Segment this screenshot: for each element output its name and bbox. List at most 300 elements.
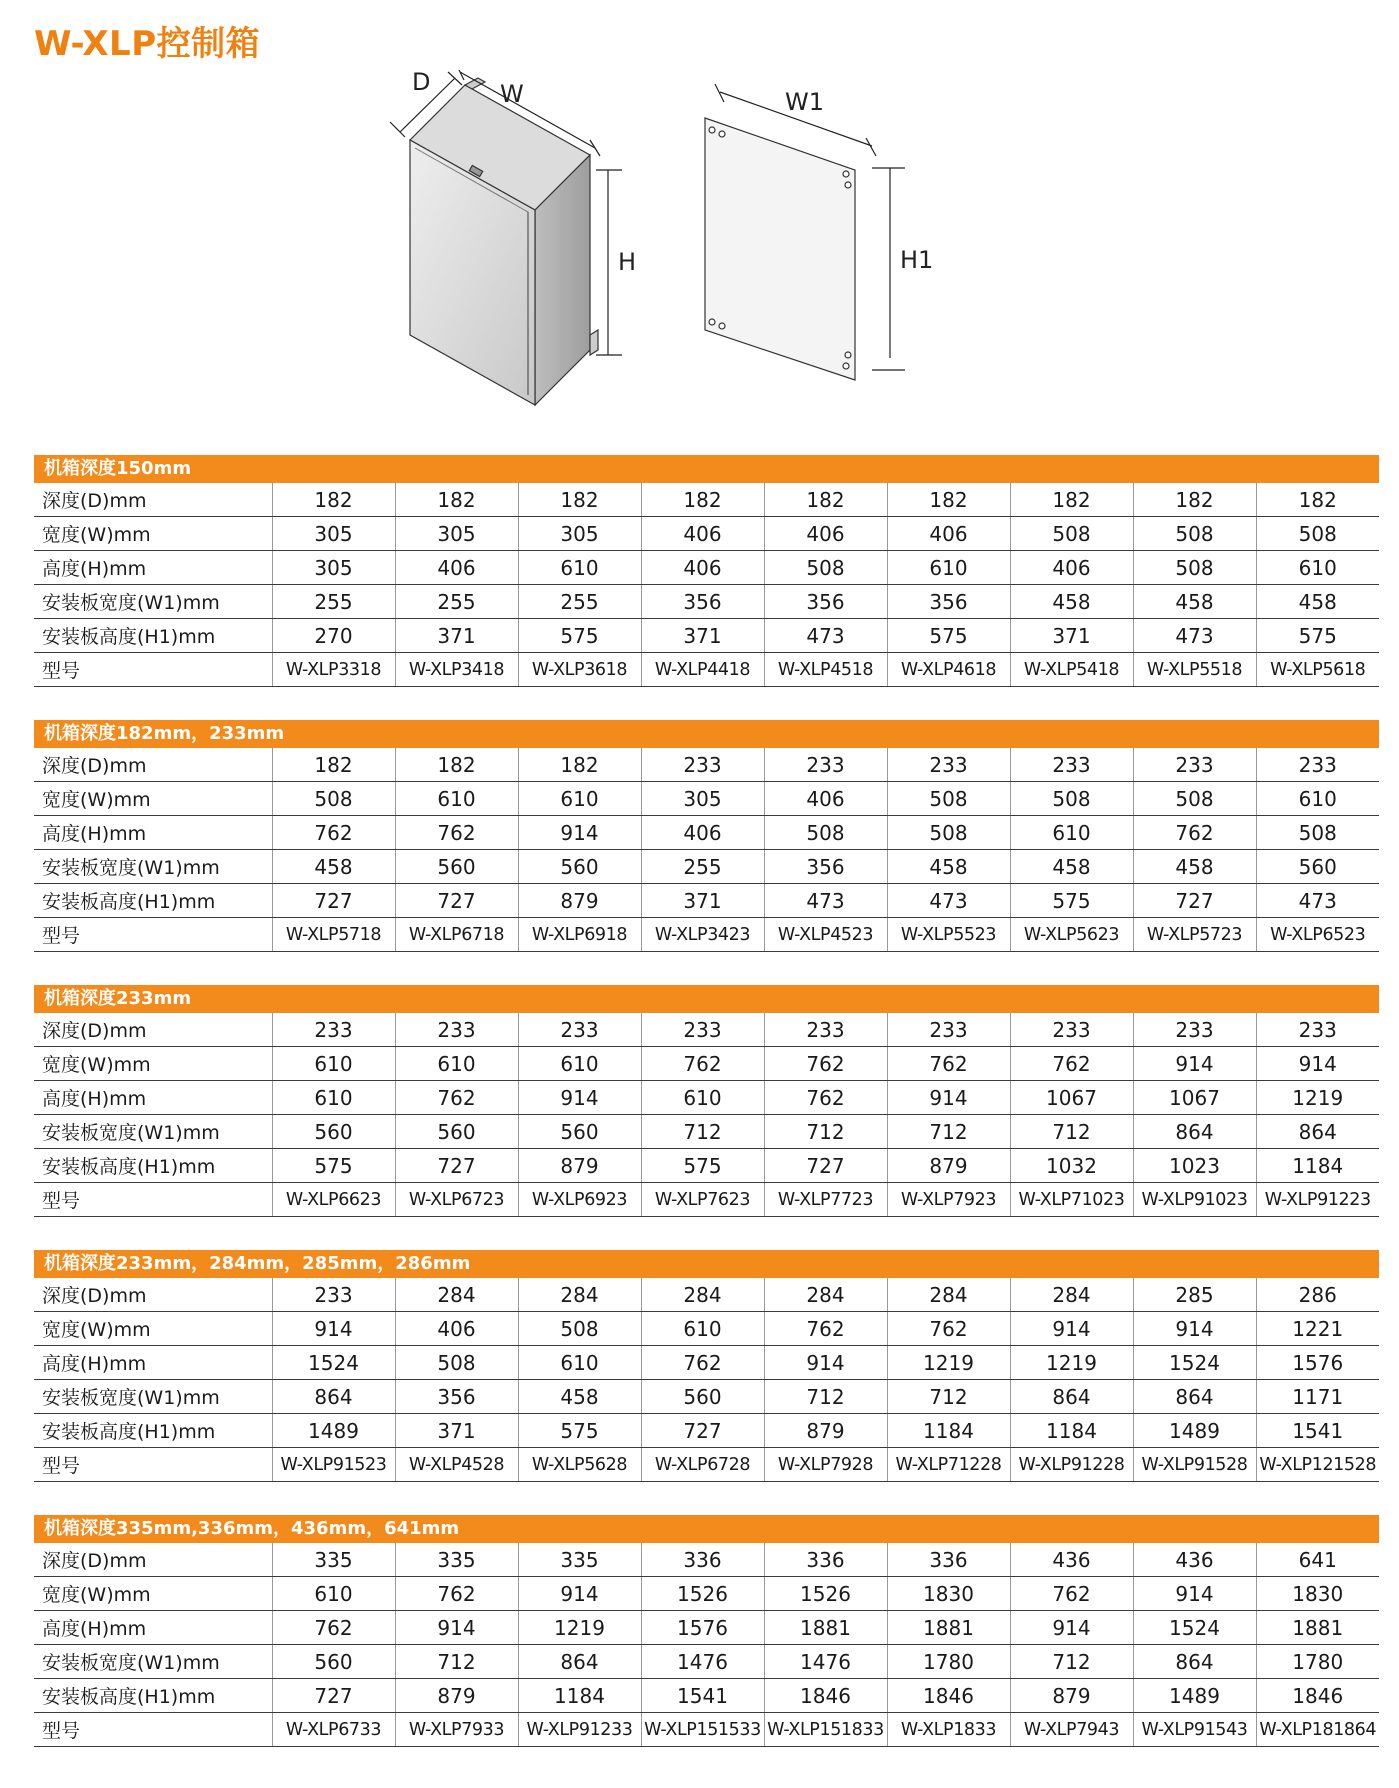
value-cell: 508: [764, 816, 887, 850]
value-cell: 879: [395, 1679, 518, 1713]
value-cell: 727: [1133, 884, 1256, 918]
value-cell: 508: [1010, 517, 1133, 551]
row-label: 型号: [34, 1183, 272, 1217]
value-cell: 182: [1133, 483, 1256, 517]
model-cell: W-XLP4523: [764, 918, 887, 952]
value-cell: 233: [887, 1013, 1010, 1047]
value-cell: 284: [395, 1278, 518, 1312]
row-label: 深度(D)mm: [34, 1278, 272, 1312]
value-cell: 182: [272, 483, 395, 517]
table-row: [34, 1047, 1379, 1081]
value-cell: 508: [395, 1346, 518, 1380]
value-cell: 356: [764, 585, 887, 619]
table-row: [34, 1713, 1379, 1747]
value-cell: 458: [1133, 850, 1256, 884]
value-cell: 762: [395, 816, 518, 850]
value-cell: 762: [1010, 1047, 1133, 1081]
value-cell: 1526: [764, 1577, 887, 1611]
model-cell: W-XLP7623: [641, 1183, 764, 1217]
model-cell: W-XLP7923: [887, 1183, 1010, 1217]
value-cell: 458: [1010, 850, 1133, 884]
value-cell: 356: [764, 850, 887, 884]
value-cell: 560: [272, 1115, 395, 1149]
value-cell: 560: [518, 1115, 641, 1149]
value-cell: 1476: [641, 1645, 764, 1679]
table-row: [34, 918, 1379, 952]
row-label: 安装板高度(H1)mm: [34, 1679, 272, 1713]
row-label: 安装板高度(H1)mm: [34, 619, 272, 653]
value-cell: 508: [1133, 782, 1256, 816]
spec-section: [34, 455, 1379, 687]
value-cell: 864: [1133, 1115, 1256, 1149]
value-cell: 1524: [1133, 1611, 1256, 1645]
model-cell: W-XLP6718: [395, 918, 518, 952]
value-cell: 762: [272, 816, 395, 850]
value-cell: 473: [1256, 884, 1379, 918]
value-cell: 1067: [1133, 1081, 1256, 1115]
value-cell: 1221: [1256, 1312, 1379, 1346]
value-cell: 1830: [1256, 1577, 1379, 1611]
value-cell: 762: [641, 1047, 764, 1081]
spec-table: [34, 1543, 1379, 1747]
row-label: 安装板宽度(W1)mm: [34, 1380, 272, 1414]
section-header: 机箱深度150mm: [34, 455, 1379, 483]
value-cell: 284: [887, 1278, 1010, 1312]
row-label: 深度(D)mm: [34, 1013, 272, 1047]
table-row: [34, 1346, 1379, 1380]
model-cell: W-XLP4618: [887, 653, 1010, 687]
spec-table: [34, 748, 1379, 952]
table-row: [34, 1081, 1379, 1115]
value-cell: 508: [1010, 782, 1133, 816]
value-cell: 560: [395, 1115, 518, 1149]
value-cell: 255: [272, 585, 395, 619]
value-cell: 335: [518, 1543, 641, 1577]
row-label: 深度(D)mm: [34, 1543, 272, 1577]
value-cell: 255: [518, 585, 641, 619]
value-cell: 712: [1010, 1115, 1133, 1149]
row-label: 宽度(W)mm: [34, 1577, 272, 1611]
value-cell: 560: [272, 1645, 395, 1679]
value-cell: 473: [764, 884, 887, 918]
value-cell: 233: [887, 748, 1010, 782]
model-cell: W-XLP6918: [518, 918, 641, 952]
value-cell: 1489: [272, 1414, 395, 1448]
value-cell: 560: [641, 1380, 764, 1414]
value-cell: 575: [518, 619, 641, 653]
value-cell: 356: [641, 585, 764, 619]
value-cell: 233: [1010, 748, 1133, 782]
model-cell: W-XLP71228: [887, 1448, 1010, 1482]
row-label: 安装板宽度(W1)mm: [34, 585, 272, 619]
value-cell: 182: [641, 483, 764, 517]
value-cell: 560: [518, 850, 641, 884]
value-cell: 762: [764, 1081, 887, 1115]
table-row: [34, 1312, 1379, 1346]
value-cell: 1219: [1010, 1346, 1133, 1380]
model-cell: W-XLP1833: [887, 1713, 1010, 1747]
value-cell: 284: [518, 1278, 641, 1312]
model-cell: W-XLP4528: [395, 1448, 518, 1482]
table-row: [34, 1183, 1379, 1217]
value-cell: 762: [887, 1047, 1010, 1081]
value-cell: 508: [1256, 816, 1379, 850]
table-row: [34, 551, 1379, 585]
table-row: [34, 782, 1379, 816]
value-cell: 406: [641, 551, 764, 585]
row-label: 深度(D)mm: [34, 483, 272, 517]
value-cell: 458: [887, 850, 1010, 884]
value-cell: 914: [1010, 1312, 1133, 1346]
model-cell: W-XLP6623: [272, 1183, 395, 1217]
model-cell: W-XLP91523: [272, 1448, 395, 1482]
row-label: 安装板高度(H1)mm: [34, 1414, 272, 1448]
row-label: 宽度(W)mm: [34, 1312, 272, 1346]
value-cell: 508: [1133, 551, 1256, 585]
value-cell: 1489: [1133, 1414, 1256, 1448]
table-row: [34, 1577, 1379, 1611]
section-header: 机箱深度233mm: [34, 985, 1379, 1013]
model-cell: W-XLP181864: [1256, 1713, 1379, 1747]
table-row: [34, 517, 1379, 551]
value-cell: 1184: [518, 1679, 641, 1713]
value-cell: 727: [272, 1679, 395, 1713]
value-cell: 458: [1010, 585, 1133, 619]
value-cell: 1524: [1133, 1346, 1256, 1380]
table-row: [34, 1645, 1379, 1679]
enclosure-drawing: [410, 78, 598, 405]
model-cell: W-XLP91233: [518, 1713, 641, 1747]
model-cell: W-XLP3423: [641, 918, 764, 952]
value-cell: 233: [641, 748, 764, 782]
table-row: [34, 1115, 1379, 1149]
value-cell: 914: [272, 1312, 395, 1346]
value-cell: 560: [395, 850, 518, 884]
value-cell: 182: [395, 483, 518, 517]
value-cell: 1476: [764, 1645, 887, 1679]
value-cell: 1184: [1010, 1414, 1133, 1448]
value-cell: 336: [764, 1543, 887, 1577]
value-cell: 610: [518, 551, 641, 585]
row-label: 深度(D)mm: [34, 748, 272, 782]
value-cell: 508: [518, 1312, 641, 1346]
table-row: [34, 483, 1379, 517]
value-cell: 406: [641, 517, 764, 551]
value-cell: 406: [764, 517, 887, 551]
value-cell: 1541: [1256, 1414, 1379, 1448]
value-cell: 1881: [887, 1611, 1010, 1645]
table-row: [34, 1149, 1379, 1183]
value-cell: 1032: [1010, 1149, 1133, 1183]
spec-section: [34, 985, 1379, 1217]
value-cell: 1067: [1010, 1081, 1133, 1115]
spec-tables: [34, 455, 1379, 1780]
value-cell: 610: [641, 1081, 764, 1115]
value-cell: 914: [518, 816, 641, 850]
model-cell: W-XLP121528: [1256, 1448, 1379, 1482]
value-cell: 914: [1256, 1047, 1379, 1081]
value-cell: 610: [641, 1312, 764, 1346]
section-header: 机箱深度182mm，233mm: [34, 720, 1379, 748]
value-cell: 1780: [1256, 1645, 1379, 1679]
value-cell: 284: [1010, 1278, 1133, 1312]
value-cell: 575: [1010, 884, 1133, 918]
value-cell: 762: [272, 1611, 395, 1645]
value-cell: 233: [272, 1013, 395, 1047]
value-cell: 575: [1256, 619, 1379, 653]
value-cell: 233: [1133, 1013, 1256, 1047]
value-cell: 182: [395, 748, 518, 782]
value-cell: 371: [641, 884, 764, 918]
value-cell: 508: [272, 782, 395, 816]
value-cell: 336: [887, 1543, 1010, 1577]
value-cell: 914: [518, 1081, 641, 1115]
value-cell: 1780: [887, 1645, 1010, 1679]
value-cell: 727: [395, 1149, 518, 1183]
value-cell: 610: [272, 1577, 395, 1611]
value-cell: 610: [272, 1047, 395, 1081]
value-cell: 610: [395, 1047, 518, 1081]
value-cell: 914: [887, 1081, 1010, 1115]
value-cell: 727: [272, 884, 395, 918]
value-cell: 575: [518, 1414, 641, 1448]
value-cell: 508: [1256, 517, 1379, 551]
table-row: [34, 850, 1379, 884]
model-cell: W-XLP5723: [1133, 918, 1256, 952]
value-cell: 182: [518, 483, 641, 517]
value-cell: 436: [1010, 1543, 1133, 1577]
model-cell: W-XLP71023: [1010, 1183, 1133, 1217]
row-label: 高度(H)mm: [34, 816, 272, 850]
value-cell: 712: [887, 1115, 1010, 1149]
table-row: [34, 585, 1379, 619]
value-cell: 864: [1133, 1645, 1256, 1679]
value-cell: 406: [395, 1312, 518, 1346]
value-cell: 406: [887, 517, 1010, 551]
model-cell: W-XLP5628: [518, 1448, 641, 1482]
value-cell: 233: [764, 748, 887, 782]
model-cell: W-XLP5718: [272, 918, 395, 952]
table-row: [34, 1611, 1379, 1645]
value-cell: 914: [764, 1346, 887, 1380]
value-cell: 458: [272, 850, 395, 884]
value-cell: 610: [1256, 782, 1379, 816]
table-row: [34, 1448, 1379, 1482]
value-cell: 233: [1010, 1013, 1133, 1047]
spec-section: [34, 720, 1379, 952]
value-cell: 233: [518, 1013, 641, 1047]
value-cell: 371: [1010, 619, 1133, 653]
model-cell: W-XLP91543: [1133, 1713, 1256, 1747]
section-header: 机箱深度233mm，284mm，285mm，286mm: [34, 1250, 1379, 1278]
enclosure-diagram: [360, 70, 1000, 430]
model-cell: W-XLP6728: [641, 1448, 764, 1482]
row-label: 型号: [34, 653, 272, 687]
table-row: [34, 1013, 1379, 1047]
value-cell: 1881: [764, 1611, 887, 1645]
value-cell: 864: [1256, 1115, 1379, 1149]
value-cell: 762: [764, 1312, 887, 1346]
value-cell: 762: [641, 1346, 764, 1380]
value-cell: 233: [272, 1278, 395, 1312]
value-cell: 610: [887, 551, 1010, 585]
value-cell: 1830: [887, 1577, 1010, 1611]
value-cell: 1219: [1256, 1081, 1379, 1115]
table-row: [34, 619, 1379, 653]
value-cell: 473: [764, 619, 887, 653]
model-cell: W-XLP3318: [272, 653, 395, 687]
value-cell: 879: [518, 1149, 641, 1183]
value-cell: 712: [764, 1380, 887, 1414]
model-cell: W-XLP5618: [1256, 653, 1379, 687]
row-label: 高度(H)mm: [34, 1081, 272, 1115]
dim-label-h: H: [618, 248, 637, 276]
spec-table: [34, 1278, 1379, 1482]
value-cell: 641: [1256, 1543, 1379, 1577]
value-cell: 1576: [1256, 1346, 1379, 1380]
table-row: [34, 1414, 1379, 1448]
value-cell: 879: [1010, 1679, 1133, 1713]
section-header: 机箱深度335mm,336mm，436mm，641mm: [34, 1515, 1379, 1543]
value-cell: 864: [1133, 1380, 1256, 1414]
value-cell: 712: [764, 1115, 887, 1149]
row-label: 宽度(W)mm: [34, 782, 272, 816]
value-cell: 371: [641, 619, 764, 653]
value-cell: 285: [1133, 1278, 1256, 1312]
value-cell: 371: [395, 619, 518, 653]
model-cell: W-XLP6733: [272, 1713, 395, 1747]
value-cell: 575: [641, 1149, 764, 1183]
value-cell: 727: [395, 884, 518, 918]
value-cell: 305: [518, 517, 641, 551]
model-cell: W-XLP91228: [1010, 1448, 1133, 1482]
dim-label-w: W: [500, 80, 524, 108]
table-row: [34, 816, 1379, 850]
value-cell: 1171: [1256, 1380, 1379, 1414]
value-cell: 879: [518, 884, 641, 918]
value-cell: 610: [518, 1047, 641, 1081]
value-cell: 233: [395, 1013, 518, 1047]
value-cell: 762: [887, 1312, 1010, 1346]
value-cell: 233: [764, 1013, 887, 1047]
model-cell: W-XLP151533: [641, 1713, 764, 1747]
value-cell: 914: [1133, 1312, 1256, 1346]
row-label: 高度(H)mm: [34, 1346, 272, 1380]
value-cell: 1219: [518, 1611, 641, 1645]
spec-section: [34, 1250, 1379, 1482]
value-cell: 371: [395, 1414, 518, 1448]
spec-section: [34, 1515, 1379, 1747]
value-cell: 406: [641, 816, 764, 850]
model-cell: W-XLP3418: [395, 653, 518, 687]
value-cell: 473: [887, 884, 1010, 918]
value-cell: 914: [395, 1611, 518, 1645]
model-cell: W-XLP5623: [1010, 918, 1133, 952]
model-cell: W-XLP4518: [764, 653, 887, 687]
row-label: 型号: [34, 1713, 272, 1747]
spec-table: [34, 483, 1379, 687]
value-cell: 182: [1010, 483, 1133, 517]
value-cell: 508: [887, 782, 1010, 816]
value-cell: 182: [887, 483, 1010, 517]
value-cell: 610: [518, 1346, 641, 1380]
value-cell: 610: [1256, 551, 1379, 585]
model-cell: W-XLP91223: [1256, 1183, 1379, 1217]
value-cell: 879: [887, 1149, 1010, 1183]
model-cell: W-XLP7943: [1010, 1713, 1133, 1747]
row-label: 安装板高度(H1)mm: [34, 1149, 272, 1183]
value-cell: 305: [272, 551, 395, 585]
value-cell: 864: [1010, 1380, 1133, 1414]
value-cell: 914: [518, 1577, 641, 1611]
model-cell: W-XLP7928: [764, 1448, 887, 1482]
value-cell: 473: [1133, 619, 1256, 653]
value-cell: 914: [1010, 1611, 1133, 1645]
value-cell: 182: [764, 483, 887, 517]
mounting-plate-drawing: [705, 118, 855, 380]
value-cell: 356: [395, 1380, 518, 1414]
value-cell: 762: [1133, 816, 1256, 850]
value-cell: 575: [272, 1149, 395, 1183]
value-cell: 436: [1133, 1543, 1256, 1577]
value-cell: 233: [1256, 1013, 1379, 1047]
value-cell: 284: [764, 1278, 887, 1312]
value-cell: 914: [1133, 1577, 1256, 1611]
value-cell: 1881: [1256, 1611, 1379, 1645]
model-cell: W-XLP4418: [641, 653, 764, 687]
model-cell: W-XLP91528: [1133, 1448, 1256, 1482]
table-row: [34, 1679, 1379, 1713]
table-row: [34, 884, 1379, 918]
model-cell: W-XLP3618: [518, 653, 641, 687]
model-cell: W-XLP6523: [1256, 918, 1379, 952]
model-cell: W-XLP5518: [1133, 653, 1256, 687]
value-cell: 864: [272, 1380, 395, 1414]
row-label: 安装板宽度(W1)mm: [34, 1645, 272, 1679]
value-cell: 406: [395, 551, 518, 585]
row-label: 型号: [34, 1448, 272, 1482]
value-cell: 762: [764, 1047, 887, 1081]
value-cell: 1846: [764, 1679, 887, 1713]
value-cell: 270: [272, 619, 395, 653]
value-cell: 610: [395, 782, 518, 816]
spec-table: [34, 1013, 1379, 1217]
value-cell: 1184: [887, 1414, 1010, 1448]
value-cell: 508: [887, 816, 1010, 850]
row-label: 高度(H)mm: [34, 1611, 272, 1645]
value-cell: 458: [1256, 585, 1379, 619]
value-cell: 1489: [1133, 1679, 1256, 1713]
value-cell: 233: [641, 1013, 764, 1047]
row-label: 型号: [34, 918, 272, 952]
value-cell: 1219: [887, 1346, 1010, 1380]
dim-label-d: D: [412, 70, 431, 96]
table-row: [34, 653, 1379, 687]
model-cell: W-XLP151833: [764, 1713, 887, 1747]
table-row: [34, 1543, 1379, 1577]
value-cell: 305: [272, 517, 395, 551]
row-label: 宽度(W)mm: [34, 1047, 272, 1081]
value-cell: 610: [518, 782, 641, 816]
value-cell: 406: [764, 782, 887, 816]
value-cell: 575: [887, 619, 1010, 653]
value-cell: 762: [395, 1081, 518, 1115]
value-cell: 233: [1256, 748, 1379, 782]
value-cell: 508: [1133, 517, 1256, 551]
table-row: [34, 748, 1379, 782]
value-cell: 284: [641, 1278, 764, 1312]
value-cell: 879: [764, 1414, 887, 1448]
